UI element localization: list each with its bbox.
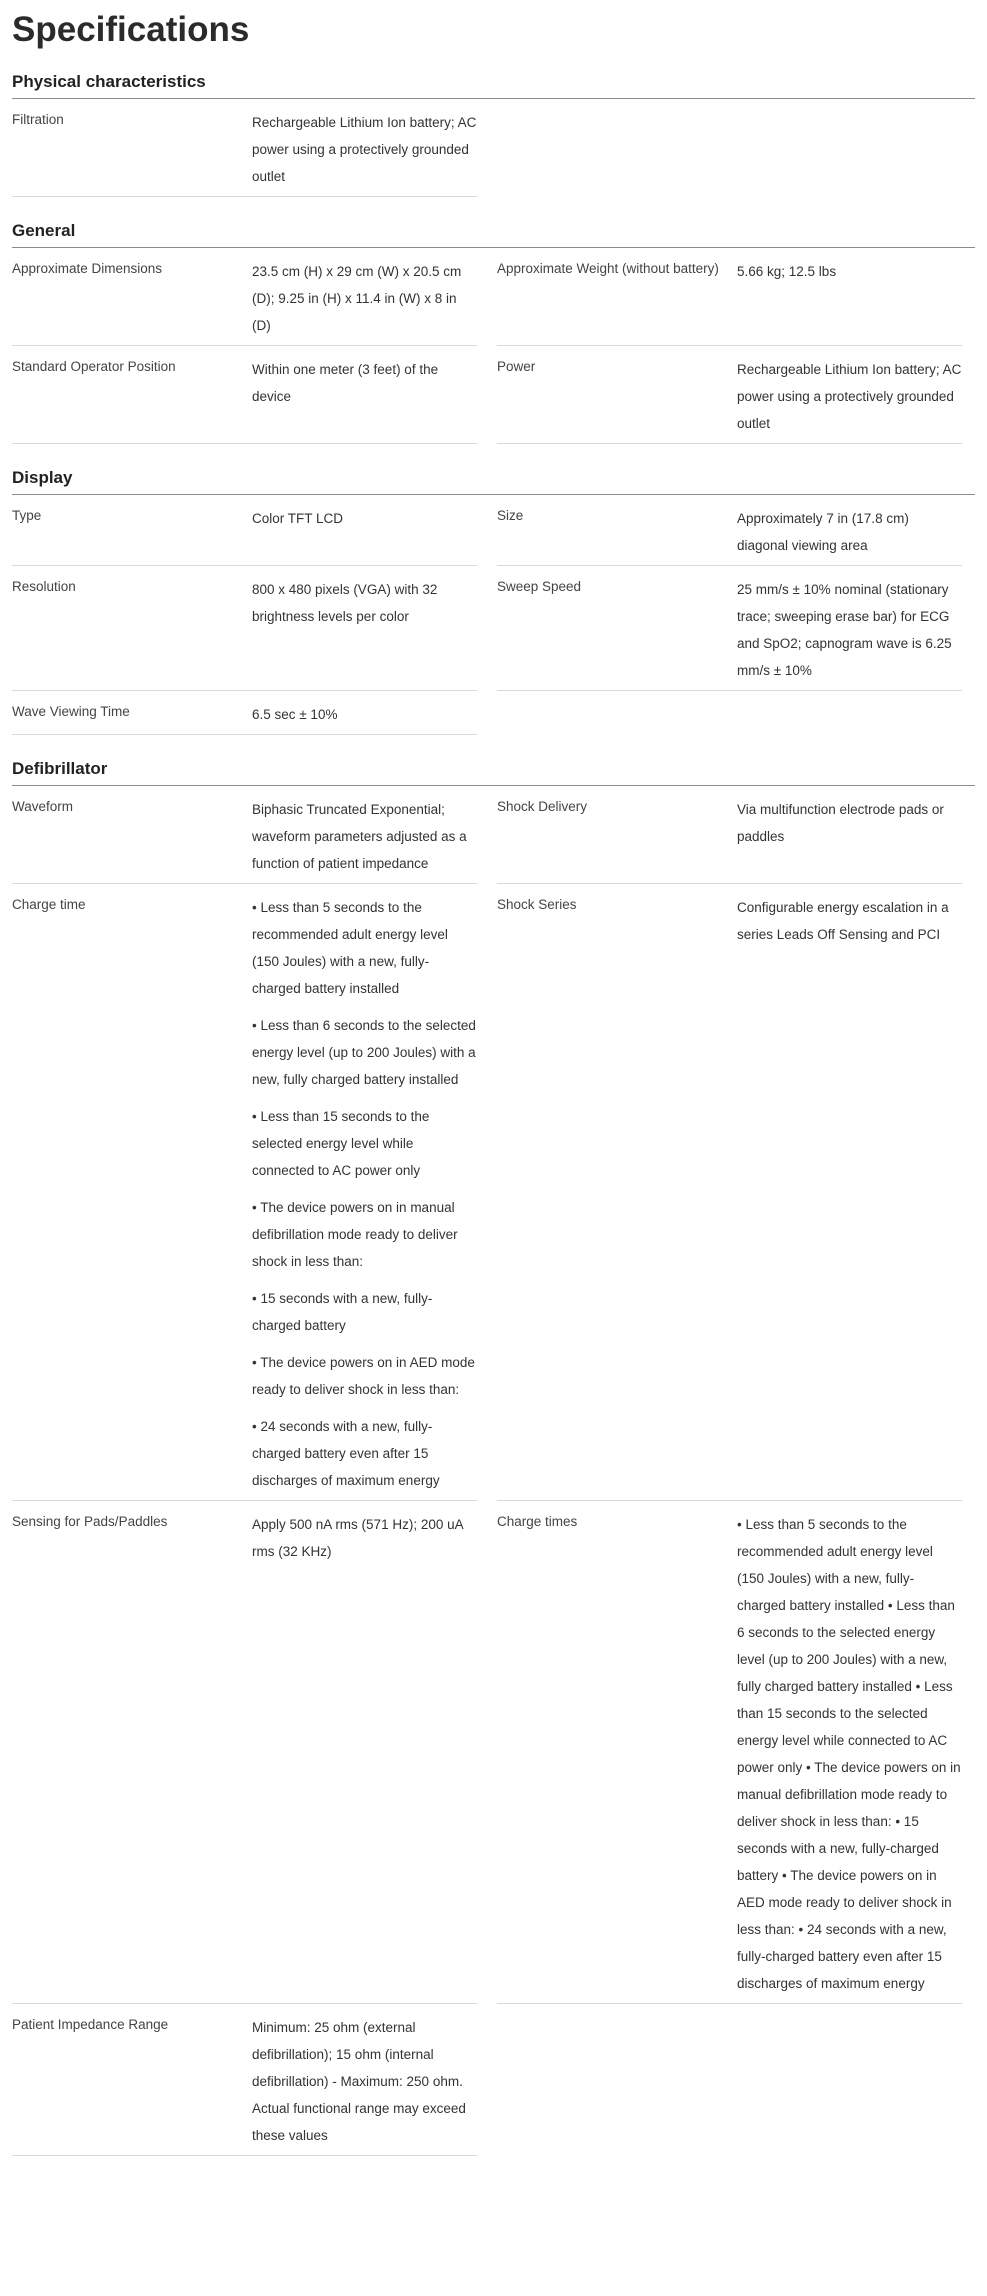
spec-value-paragraph: • The device powers on in manual defibrillation mode ready to deliver shock in less than: — [252, 1200, 458, 1269]
spec-label: Filtration — [12, 112, 64, 127]
spec-label: Approximate Dimensions — [12, 261, 163, 276]
spec-row — [12, 566, 477, 691]
spec-value-paragraph: • 24 seconds with a new, fully-charged battery even after 15 discharges of maximum energy — [252, 1419, 440, 1488]
spec-value-paragraph: 6.5 sec ± 10% — [252, 707, 338, 722]
spec-row — [12, 2004, 477, 2156]
spec-label: Charge time — [12, 897, 86, 912]
spec-row — [12, 248, 477, 346]
spec-value — [252, 1511, 477, 1565]
spec-row — [497, 495, 962, 566]
spec-value-paragraph: Approximately 7 in (17.8 cm) diagonal viewing area — [737, 511, 909, 553]
spec-value-paragraph: Within one meter (3 feet) of the device — [252, 362, 439, 404]
spec-value — [252, 505, 477, 532]
spec-row — [12, 691, 477, 735]
spec-value — [252, 356, 477, 410]
spec-row — [12, 884, 477, 1501]
spec-row — [497, 346, 962, 444]
spec-value-paragraph: Configurable energy escalation in a series Leads Off Sensing and PCI — [737, 900, 949, 942]
spec-value — [737, 576, 962, 684]
spec-value — [737, 356, 962, 437]
spec-grid — [12, 248, 975, 444]
spec-value — [252, 701, 477, 728]
section-title: Defibrillator — [12, 759, 975, 786]
spec-value-paragraph: 800 x 480 pixels (VGA) with 32 brightness levels per color — [252, 582, 438, 624]
spec-section — [12, 221, 975, 444]
spec-value-paragraph: 23.5 cm (H) x 29 cm (W) x 20.5 cm (D); 9.25 in (H) x 11.4 in (W) x 8 in (D) — [252, 264, 462, 333]
spec-row — [497, 248, 962, 346]
spec-value-paragraph: • Less than 5 seconds to the recommended adult energy level (150 Joules) with a new, fully-charged battery installed — [252, 900, 448, 996]
section-title: Display — [12, 468, 975, 495]
spec-value — [737, 505, 962, 559]
spec-value-paragraph: Rechargeable Lithium Ion battery; AC power using a protectively grounded outlet — [252, 115, 477, 184]
spec-label: Wave Viewing Time — [12, 704, 130, 719]
spec-value — [252, 894, 477, 1494]
spec-row — [12, 495, 477, 566]
spec-value-paragraph: • Less than 6 seconds to the selected energy level (up to 200 Joules) with a new, fully charged battery installed — [252, 1018, 476, 1087]
section-title: Physical characteristics — [12, 72, 975, 99]
spec-label: Approximate Weight (without battery) — [497, 261, 719, 276]
spec-label: Type — [12, 508, 42, 523]
spec-value — [252, 576, 477, 630]
spec-row — [12, 1501, 477, 2004]
spec-label: Power — [497, 359, 536, 374]
spec-label: Standard Operator Position — [12, 359, 176, 374]
spec-section — [12, 759, 975, 2156]
spec-value-paragraph: 5.66 kg; 12.5 lbs — [737, 264, 837, 279]
spec-value-paragraph: • Less than 15 seconds to the selected energy level while connected to AC power only — [252, 1109, 430, 1178]
spec-label: Charge times — [497, 1514, 578, 1529]
spec-value — [737, 894, 962, 948]
spec-row — [497, 786, 962, 884]
spec-value — [252, 2014, 477, 2149]
spec-label: Shock Delivery — [497, 799, 588, 814]
spec-sections — [12, 72, 975, 2156]
spec-section — [12, 468, 975, 735]
spec-value-paragraph: • Less than 5 seconds to the recommended adult energy level (150 Joules) with a new, fully-charged battery installed • Less than 6 seconds to the selected energy level (up to 200 Joules) with a new, fully charged battery installed • Less than 15 seconds to the selected energy level while connected to AC power only • The device powers on in manual defibrillation mode ready to deliver shock in less than: • 15 seconds with a new, fully-charged battery • The device powers on in AED mode ready to deliver shock in less than: • 24 seconds with a new, fully-charged battery even after 15 discharges of maximum energy — [737, 1517, 961, 1991]
spec-label: Waveform — [12, 799, 74, 814]
spec-grid — [12, 786, 975, 2156]
spec-value — [737, 258, 962, 285]
spec-value-paragraph: 25 mm/s ± 10% nominal (stationary trace; sweeping erase bar) for ECG and SpO2; capnogram wave is 6.25 mm/s ± 10% — [737, 582, 952, 678]
spec-value — [737, 1511, 962, 1997]
spec-label: Size — [497, 508, 524, 523]
section-title: General — [12, 221, 975, 248]
spec-row — [12, 786, 477, 884]
spec-row — [497, 884, 962, 1501]
spec-row — [497, 566, 962, 691]
spec-label: Shock Series — [497, 897, 577, 912]
spec-label: Patient Impedance Range — [12, 2017, 169, 2032]
spec-value-paragraph: Via multifunction electrode pads or paddles — [737, 802, 944, 844]
spec-value — [252, 796, 477, 877]
spec-row — [497, 1501, 962, 2004]
spec-value-paragraph: Color TFT LCD — [252, 511, 344, 526]
spec-grid — [12, 495, 975, 735]
page-title: Specifications — [12, 10, 250, 49]
spec-value-paragraph: Minimum: 25 ohm (external defibrillation); 15 ohm (internal defibrillation) - Maximum: 250 ohm. Actual functional range may exceed these values — [252, 2020, 466, 2143]
spec-label: Sensing for Pads/Paddles — [12, 1514, 168, 1529]
spec-grid — [12, 99, 975, 197]
spec-value — [737, 796, 962, 850]
spec-value-paragraph: • The device powers on in AED mode ready to deliver shock in less than: — [252, 1355, 475, 1397]
spec-value — [252, 109, 477, 190]
spec-value-paragraph: Rechargeable Lithium Ion battery; AC power using a protectively grounded outlet — [737, 362, 962, 431]
spec-section — [12, 72, 975, 197]
spec-value-paragraph: • 15 seconds with a new, fully-charged battery — [252, 1291, 433, 1333]
spec-value — [252, 258, 477, 339]
spec-value-paragraph: Biphasic Truncated Exponential; waveform parameters adjusted as a function of patient impedance — [252, 802, 467, 871]
spec-value-paragraph: Apply 500 nA rms (571 Hz); 200 uA rms (32 KHz) — [252, 1517, 463, 1559]
spec-row — [12, 346, 477, 444]
spec-label: Resolution — [12, 579, 76, 594]
spec-label: Sweep Speed — [497, 579, 582, 594]
spec-row — [12, 99, 477, 197]
